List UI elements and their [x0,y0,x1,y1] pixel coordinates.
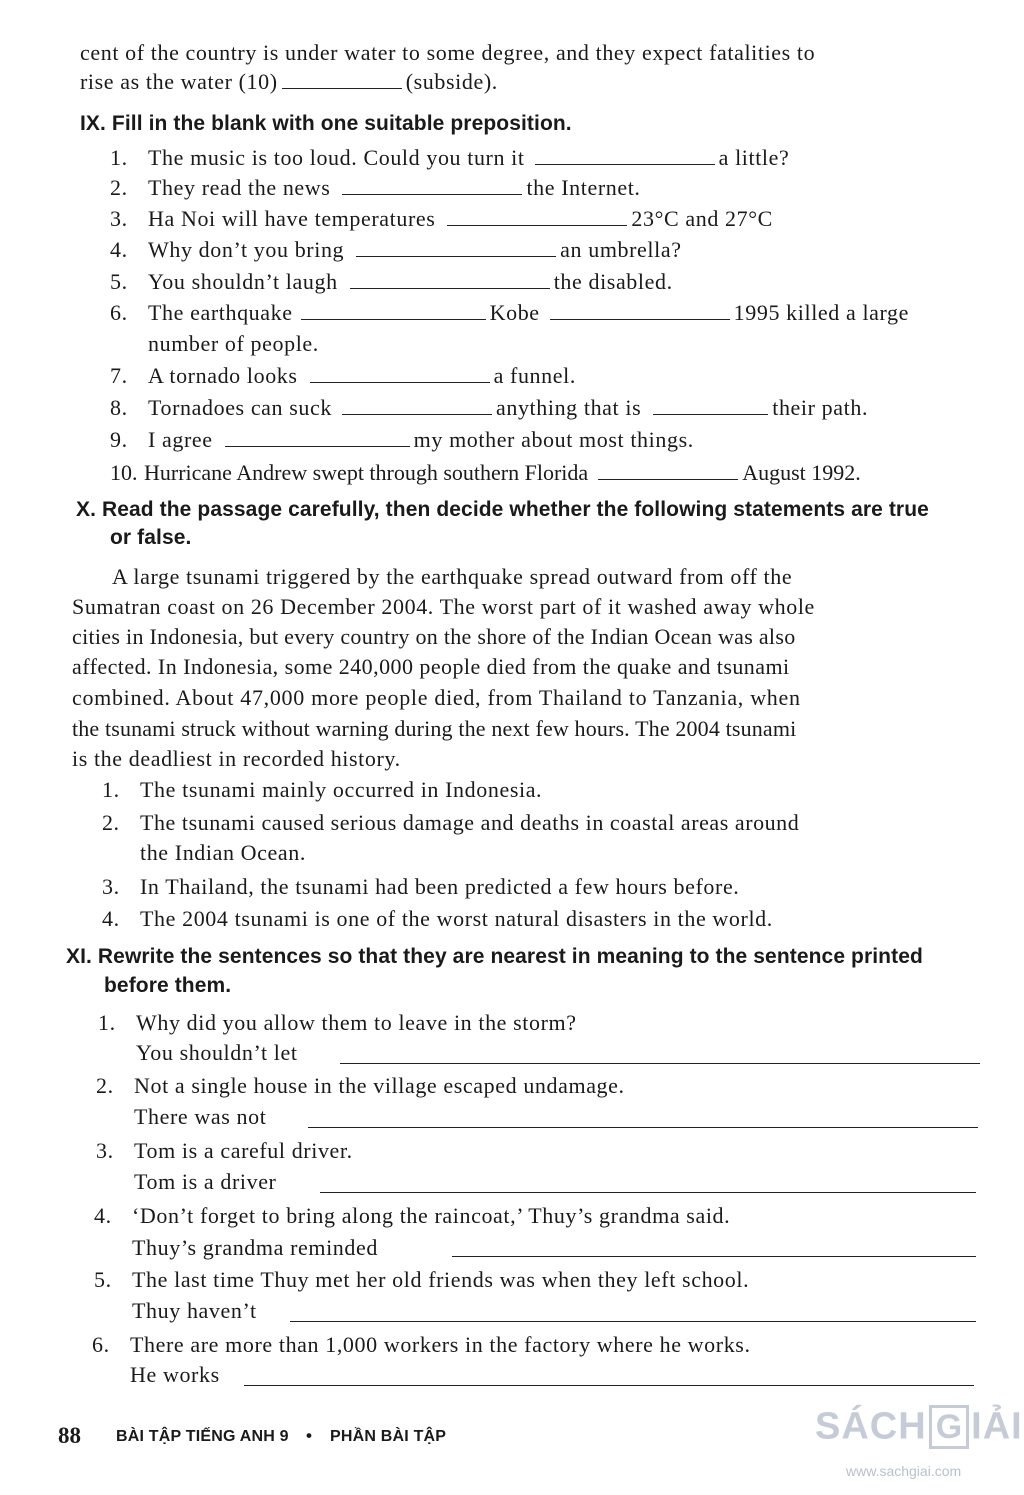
ix-item-9 [110,425,694,455]
item-number: 2. [96,1073,114,1098]
item-number: 4. [94,1203,112,1228]
xi-item-2-question [96,1071,625,1101]
xi-item-2-prompt: There was not [134,1104,267,1129]
item-text: You shouldn’t laugh [148,269,338,294]
xi-item-3-prompt: Tom is a driver [134,1169,277,1194]
item-text: A tornado looks [148,363,298,388]
item-text: The 2004 tsunami is one of the worst natural disasters in the world. [140,906,773,931]
answer-line[interactable] [308,1127,978,1128]
answer-blank[interactable] [447,207,627,226]
answer-blank[interactable] [342,176,522,195]
item-number: 2. [102,810,120,835]
item-text: The earthquake [148,300,293,325]
passage-line-6: the tsunami struck without warning during the next few hours. The 2004 tsunami [72,716,797,741]
xi-item-4-prompt: Thuy’s grandma reminded [132,1235,378,1260]
passage-line-2: Sumatran coast on 26 December 2004. The worst part of it washed away whole [72,594,815,619]
passage-line-4: affected. In Indonesia, some 240,000 people died from the quake and tsunami [72,654,790,679]
item-text: August 1992. [742,460,861,485]
statement-2 [102,808,799,838]
item-text: The tsunami mainly occurred in Indonesia. [140,777,543,802]
intro-line-2 [80,67,498,97]
footer-bullet: • [306,1426,312,1445]
passage-line-5: combined. About 47,000 more people died, from Thailand to Tanzania, when [72,685,801,710]
item-text: my mother about most things. [413,427,694,452]
item-number: 5. [94,1267,112,1292]
item-number: 7. [110,363,128,388]
item-text: their path. [772,395,869,420]
book-part: PHẦN BÀI TẬP [330,1428,447,1445]
item-text: Why did you allow them to leave in the storm? [136,1010,577,1035]
section-x-title-cont: or false. [110,526,192,549]
item-text: Ha Noi will have temperatures [148,206,436,231]
answer-blank[interactable] [350,270,550,289]
answer-blank[interactable] [301,301,486,320]
intro-line-2-end: (subside). [405,69,498,94]
answer-blank[interactable] [342,396,492,415]
item-number: 3. [96,1138,114,1163]
xi-item-6-prompt: He works [130,1362,220,1387]
item-text: the Internet. [526,175,641,200]
passage-line-3: cities in Indonesia, but every country on the shore of the Indian Ocean was also [72,624,796,649]
statement-1 [102,775,542,805]
ix-item-3 [110,204,773,234]
item-text: I agree [148,427,213,452]
answer-blank[interactable] [598,461,738,480]
ix-item-8 [110,393,868,423]
item-text: ‘Don’t forget to bring along the raincoat,’ Thuy’s grandma said. [132,1203,731,1228]
watermark-url: www.sachgiai.com [846,1463,962,1479]
answer-line[interactable] [320,1192,976,1193]
item-number: 9. [110,427,128,452]
section-xi-title-cont: before them. [104,974,232,997]
item-number: 6. [110,300,128,325]
item-number: 1. [98,1010,116,1035]
passage-line-1: A large tsunami triggered by the earthquake spread outward from off the [112,564,793,589]
answer-line[interactable] [340,1063,980,1064]
statement-3 [102,872,739,902]
item-number: 2. [110,175,128,200]
item-text: anything that is [495,395,642,420]
item-number: 3. [110,206,128,231]
ix-item-5 [110,267,673,297]
intro-line-1: cent of the country is under water to some degree, and they expect fatalities to [80,40,816,65]
logo-box-letter: G [929,1405,969,1449]
item-text: Not a single house in the village escaped undamage. [134,1073,625,1098]
answer-line[interactable] [290,1321,976,1322]
item-text: 1995 killed a large [733,300,910,325]
section-ix-title: IX. Fill in the blank with one suitable preposition. [80,112,572,135]
item-text: the disabled. [553,269,673,294]
item-number: 10. [110,460,138,485]
item-number: 5. [110,269,128,294]
watermark-logo [815,1405,1023,1455]
item-number: 3. [102,874,120,899]
book-title: BÀI TẬP TIẾNG ANH 9 [116,1428,289,1445]
answer-blank[interactable] [282,70,402,89]
item-text: The tsunami caused serious damage and deaths in coastal areas around [140,810,800,835]
answer-blank[interactable] [225,428,410,447]
item-text: an umbrella? [560,237,682,262]
xi-item-3-question [96,1136,353,1166]
answer-line[interactable] [244,1385,974,1386]
xi-item-4-question [94,1201,730,1231]
statement-2-cont: the Indian Ocean. [140,840,306,865]
item-number: 6. [92,1332,110,1357]
item-text: The last time Thuy met her old friends was when they left school. [132,1267,750,1292]
item-number: 1. [102,777,120,802]
answer-blank[interactable] [550,301,730,320]
xi-item-6-question [92,1330,751,1360]
item-text: Tornadoes can suck [148,395,332,420]
xi-item-5-prompt: Thuy haven’t [132,1298,257,1323]
item-text: Tom is a careful driver. [134,1138,353,1163]
answer-blank[interactable] [653,396,768,415]
answer-blank[interactable] [310,364,490,383]
xi-item-5-question [94,1265,749,1295]
ix-item-4 [110,235,682,265]
item-text: Hurricane Andrew swept through southern Florida [144,460,589,485]
page-number: 88 [58,1423,81,1448]
item-number: 4. [110,237,128,262]
logo-text: SÁCH [815,1405,927,1448]
item-text: Kobe [489,300,540,325]
ix-item-1 [110,143,789,173]
ix-item-7 [110,361,576,391]
item-text: a funnel. [493,363,576,388]
item-text: a little? [718,145,790,170]
item-text: Why don’t you bring [148,237,345,262]
item-text: There are more than 1,000 workers in the factory where he works. [130,1332,751,1357]
xi-item-1-question [98,1008,577,1038]
ix-item-6-cont: number of people. [148,331,319,356]
item-number: 8. [110,395,128,420]
item-text: The music is too loud. Could you turn it [148,145,525,170]
intro-line-2-start: rise as the water (10) [80,69,278,94]
item-text: 23°C and 27°C [631,206,773,231]
logo-text: IẢI [971,1405,1023,1448]
item-number: 1. [110,145,128,170]
passage-line-7: is the deadliest in recorded history. [72,746,401,771]
answer-line[interactable] [452,1256,976,1257]
answer-blank[interactable] [535,146,715,165]
ix-item-10 [110,458,861,488]
item-text: They read the news [148,175,331,200]
item-number: 4. [102,906,120,931]
section-x-title: X. Read the passage carefully, then decide whether the following statements are true [76,498,929,521]
ix-item-2 [110,173,641,203]
ix-item-6 [110,298,909,328]
answer-blank[interactable] [356,238,556,257]
item-text: In Thailand, the tsunami had been predicted a few hours before. [140,874,740,899]
section-xi-title: XI. Rewrite the sentences so that they are nearest in meaning to the sentence printed [66,945,923,968]
xi-item-1-prompt: You shouldn’t let [136,1040,298,1065]
statement-4 [102,904,773,934]
